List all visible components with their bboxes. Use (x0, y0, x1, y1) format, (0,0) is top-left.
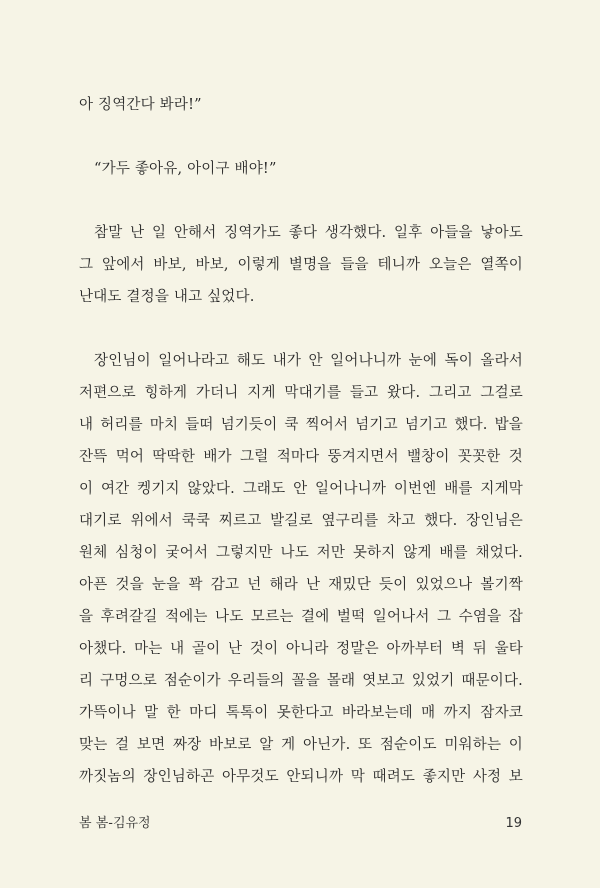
text-line: 까짓놈의 장인님하곤 아무것도 안되니까 막 때려도 좋지만 사정 보 (79, 769, 523, 785)
text-line: 아 징역간다 봐라!” (79, 97, 202, 113)
text-line: 을 후려갈길 적에는 나도 모르는 결에 벌떡 일어나서 그 수염을 잡 (79, 609, 523, 625)
text-line: 맞는 걸 보면 짜장 바보로 알 게 아닌가. 또 점순이도 미워하는 이 (79, 737, 523, 753)
text-line: 내 허리를 마치 들떠 넘기듯이 쿡 찍어서 넘기고 넘기고 했다. 밥을 (79, 417, 523, 433)
text-line: 장인님이 일어나라고 해도 내가 안 일어나니까 눈에 독이 올라서 (94, 353, 523, 369)
running-footer-title: 봄 봄-김유정 (79, 816, 151, 831)
text-line: 원체 심청이 궂어서 그렇지만 나도 저만 못하지 않게 배를 채었다. (79, 545, 523, 561)
text-line: 대기로 위에서 쿡쿡 찌르고 발길로 옆구리를 차고 했다. 장인님은 (79, 513, 523, 529)
text-line: 그 앞에서 바보, 바보, 이렇게 별명을 들을 테니까 오늘은 열쪽이 (79, 257, 523, 273)
text-line: 난대도 결정을 내고 싶었다. (79, 289, 255, 305)
page-number: 19 (505, 816, 522, 831)
text-line: “가두 좋아유, 아이구 배야!” (94, 161, 277, 177)
text-line: 아픈 것을 눈을 꽉 감고 넌 해라 난 재밌단 듯이 있었으나 볼기짝 (79, 577, 523, 593)
text-line: 리 구멍으로 점순이가 우리들의 꼴을 몰래 엿보고 있었기 때문이다. (79, 673, 523, 689)
text-line: 이 여간 켕기지 않았다. 그래도 안 일어나니까 이번엔 배를 지게막 (79, 481, 523, 497)
text-line: 참말 난 일 안해서 징역가도 좋다 생각했다. 일후 아들을 낳아도 (94, 225, 523, 241)
text-line: 저편으로 힝하게 가더니 지게 막대기를 들고 왔다. 그리고 그걸로 (79, 385, 523, 401)
text-line: 가뜩이나 말 한 마디 톡톡이 못한다고 바라보는데 매 까지 잠자코 (79, 705, 523, 721)
text-line: 잔뜩 먹어 딱딱한 배가 그럴 적마다 뚱겨지면서 밸창이 꼿꼿한 것 (79, 449, 523, 465)
text-line: 아챘다. 마는 내 골이 난 것이 아니라 정말은 아까부터 벽 뒤 울타 (79, 641, 523, 657)
